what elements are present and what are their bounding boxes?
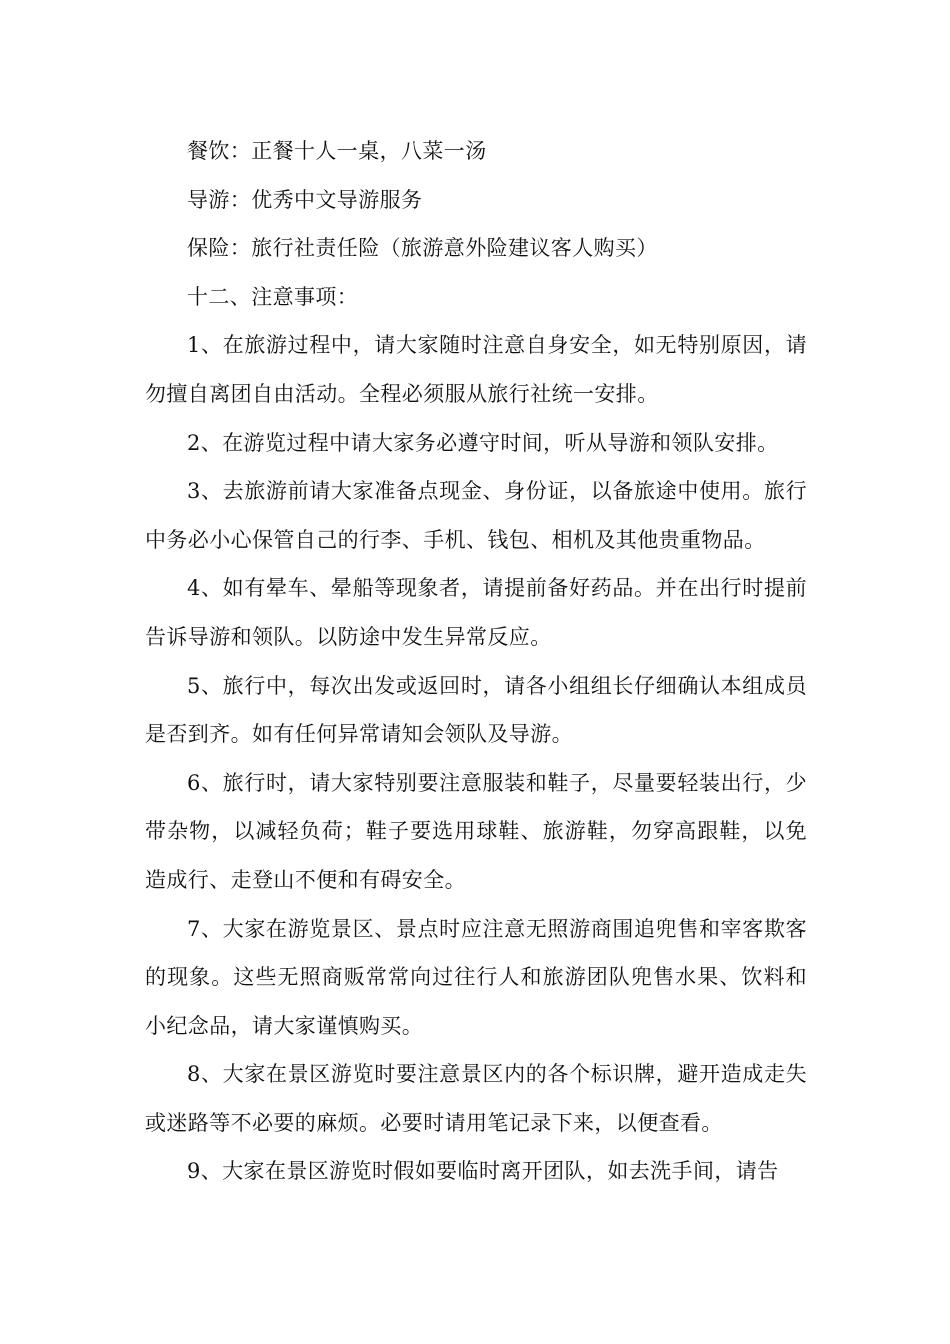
note-item-5: 5、旅行中，每次出发或返回时，请各小组组长仔细确认本组成员是否到齐。如有任何异常请知会领队及导游。 [145,673,807,747]
document-body [145,127,807,1196]
note-item-9: 9、大家在景区游览时假如要临时离开团队，如去洗手间，请告 [187,1159,779,1184]
section-heading-notes: 十二、注意事项： [187,284,359,309]
note-item-8: 8、大家在景区游览时要注意景区内的各个标识牌，避开造成走失或迷路等不必要的麻烦。必要时请用笔记录下来，以便查看。 [145,1062,807,1135]
paragraph-insurance: 保险：旅行社责任险（旅游意外险建议客人购买） [187,236,658,261]
note-item-2: 2、在游览过程中请大家务必遵守时间，听从导游和领队安排。 [187,430,779,455]
paragraph-dining: 餐饮：正餐十人一桌，八菜一汤 [187,139,487,163]
note-item-4: 4、如有晕车、晕船等现象者，请提前备好药品。并在出行时提前告诉导游和领队。以防途中发生异常反应。 [145,576,807,649]
note-item-6: 6、旅行时，请大家特别要注意服装和鞋子，尽量要轻装出行，少带杂物，以减轻负荷；鞋子要选用球鞋、旅游鞋，勿穿高跟鞋，以免造成行、走登山不便和有碍安全。 [145,770,807,892]
note-item-3: 3、去旅游前请大家准备点现金、身份证，以备旅途中使用。旅行中务必小心保管自己的行李、手机、钱包、相机及其他贵重物品。 [145,479,807,552]
note-item-1: 1、在旅游过程中，请大家随时注意自身安全，如无特别原因，请勿擅自离团自由活动。全程必须服从旅行社统一安排。 [145,333,807,406]
paragraph-guide: 导游：优秀中文导游服务 [187,187,423,212]
note-item-7: 7、大家在游览景区、景点时应注意无照游商围追兜售和宰客欺客的现象。这些无照商贩常常向过往行人和旅游团队兜售水果、饮料和小纪念品，请大家谨慎购买。 [145,916,807,1038]
